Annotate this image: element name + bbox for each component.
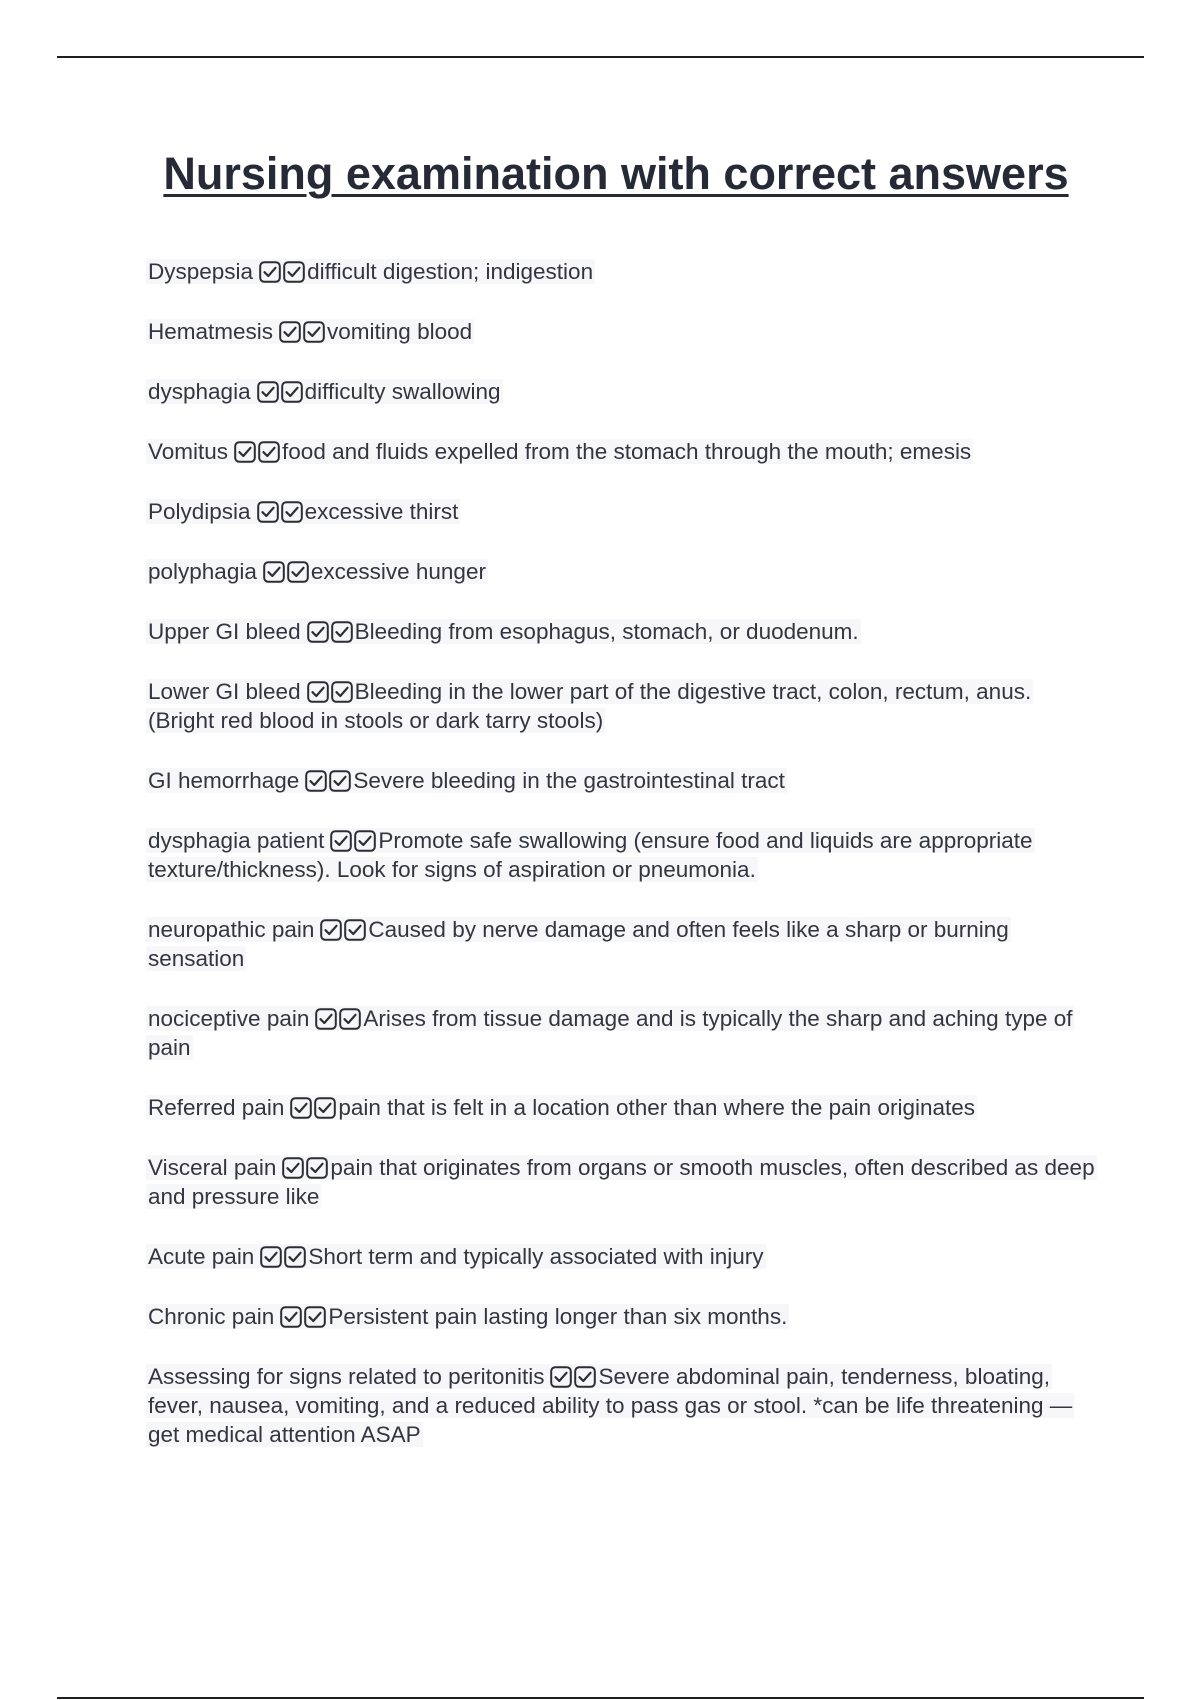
qa-item	[146, 377, 1096, 406]
qa-item	[146, 1004, 1096, 1062]
qa-item	[146, 497, 1096, 526]
checkbox-checked-icon	[284, 1246, 306, 1268]
checkbox-checked-icon	[314, 1097, 336, 1119]
qa-answer: excessive hunger	[310, 559, 486, 584]
checkbox-checked-icon	[331, 621, 353, 643]
qa-item	[146, 437, 1096, 466]
qa-text	[146, 499, 460, 524]
checkbox-checked-icon	[290, 1097, 312, 1119]
qa-answer: pain that originates from organs or smooth muscles, often described as deep and pressure like	[148, 1155, 1095, 1209]
qa-answer: pain that is felt in a location other than where the pain originates	[338, 1095, 976, 1120]
qa-answer: Severe abdominal pain, tenderness, bloating, fever, nausea, vomiting, and a reduced ability to pass gas or stool. *can be life threatening — get medical attention ASAP	[148, 1364, 1073, 1447]
qa-term: Visceral pain	[148, 1155, 277, 1180]
checkbox-checked-icon	[279, 321, 301, 343]
qa-term: neuropathic pain	[148, 917, 315, 942]
checkbox-checked-icon	[257, 501, 279, 523]
qa-answer: Short term and typically associated with injury	[308, 1244, 764, 1269]
checkbox-checked-icon	[330, 830, 352, 852]
checkbox-checked-icon	[305, 770, 327, 792]
qa-text	[146, 259, 595, 284]
checkbox-checked-icon	[307, 621, 329, 643]
qa-term: Polydipsia	[148, 499, 251, 524]
checkbox-checked-icon	[550, 1366, 572, 1388]
qa-text	[146, 1155, 1097, 1209]
checkbox-checked-icon	[257, 381, 279, 403]
checkbox-checked-icon	[280, 1306, 302, 1328]
qa-item	[146, 826, 1096, 884]
qa-answer: Severe bleeding in the gastrointestinal tract	[353, 768, 785, 793]
qa-item	[146, 617, 1096, 646]
qa-text	[146, 917, 1011, 971]
qa-answer: Bleeding in the lower part of the digestive tract, colon, rectum, anus. (Bright red blood in stools or dark tarry stools)	[148, 679, 1032, 733]
qa-text	[146, 679, 1033, 733]
checkbox-checked-icon	[329, 770, 351, 792]
qa-term: dysphagia	[148, 379, 251, 404]
document-title: Nursing examination with correct answers	[163, 148, 1069, 199]
qa-answer: excessive thirst	[304, 499, 459, 524]
qa-item	[146, 1093, 1096, 1122]
qa-term: Dyspepsia	[148, 259, 254, 284]
checkbox-checked-icon	[306, 1157, 328, 1179]
checkbox-checked-icon	[281, 501, 303, 523]
checkbox-checked-icon	[354, 830, 376, 852]
checkbox-checked-icon	[287, 561, 309, 583]
qa-answer: difficult digestion; indigestion	[307, 259, 594, 284]
checkbox-checked-icon	[331, 681, 353, 703]
qa-term: Hematmesis	[148, 319, 274, 344]
qa-term: Referred pain	[148, 1095, 285, 1120]
checkbox-checked-icon	[263, 561, 285, 583]
qa-item	[146, 1362, 1096, 1449]
bottom-rule	[57, 1697, 1144, 1699]
checkbox-checked-icon	[281, 381, 303, 403]
qa-item	[146, 677, 1096, 735]
top-rule	[57, 56, 1144, 58]
qa-term: Assessing for signs related to peritonitis	[148, 1364, 545, 1389]
qa-list	[146, 257, 1096, 1480]
checkbox-checked-icon	[260, 1246, 282, 1268]
qa-item	[146, 1302, 1096, 1331]
checkbox-checked-icon	[304, 1306, 326, 1328]
checkbox-checked-icon	[320, 919, 342, 941]
qa-text	[146, 559, 488, 584]
qa-text	[146, 1364, 1074, 1447]
qa-text	[146, 379, 503, 404]
checkbox-checked-icon	[344, 919, 366, 941]
checkbox-checked-icon	[339, 1008, 361, 1030]
qa-term: dysphagia patient	[148, 828, 325, 853]
qa-term: Lower GI bleed	[148, 679, 301, 704]
checkbox-checked-icon	[574, 1366, 596, 1388]
qa-answer: difficulty swallowing	[304, 379, 501, 404]
qa-term: Upper GI bleed	[148, 619, 301, 644]
qa-answer: Bleeding from esophagus, stomach, or duodenum.	[354, 619, 859, 644]
qa-text	[146, 828, 1035, 882]
qa-text	[146, 1304, 789, 1329]
qa-answer: vomiting blood	[327, 319, 473, 344]
qa-answer: Persistent pain lasting longer than six months.	[328, 1304, 788, 1329]
qa-text	[146, 1244, 766, 1269]
qa-term: polyphagia	[148, 559, 257, 584]
qa-item	[146, 557, 1096, 586]
checkbox-checked-icon	[234, 441, 256, 463]
qa-answer: Caused by nerve damage and often feels like a sharp or burning sensation	[148, 917, 1009, 971]
qa-term: Vomitus	[148, 439, 229, 464]
checkbox-checked-icon	[259, 261, 281, 283]
checkbox-checked-icon	[258, 441, 280, 463]
qa-answer: Arises from tissue damage and is typically the sharp and aching type of pain	[148, 1006, 1073, 1060]
checkbox-checked-icon	[315, 1008, 337, 1030]
qa-term: Chronic pain	[148, 1304, 275, 1329]
checkbox-checked-icon	[303, 321, 325, 343]
checkbox-checked-icon	[282, 1157, 304, 1179]
qa-answer: Promote safe swallowing (ensure food and liquids are appropriate texture/thickness). Look for signs of aspiration or pneumonia.	[148, 828, 1033, 882]
qa-term: nociceptive pain	[148, 1006, 310, 1031]
qa-term: GI hemorrhage	[148, 768, 300, 793]
qa-text	[146, 1095, 977, 1120]
qa-term: Acute pain	[148, 1244, 255, 1269]
qa-item	[146, 1153, 1096, 1211]
qa-text	[146, 619, 861, 644]
qa-item	[146, 317, 1096, 346]
qa-item	[146, 915, 1096, 973]
checkbox-checked-icon	[307, 681, 329, 703]
qa-text	[146, 319, 474, 344]
qa-text	[146, 1006, 1074, 1060]
qa-text	[146, 439, 973, 464]
qa-item	[146, 1242, 1096, 1271]
qa-text	[146, 768, 787, 793]
qa-item	[146, 766, 1096, 795]
qa-item	[146, 257, 1096, 286]
qa-answer: food and fluids expelled from the stomach through the mouth; emesis	[282, 439, 972, 464]
checkbox-checked-icon	[283, 261, 305, 283]
